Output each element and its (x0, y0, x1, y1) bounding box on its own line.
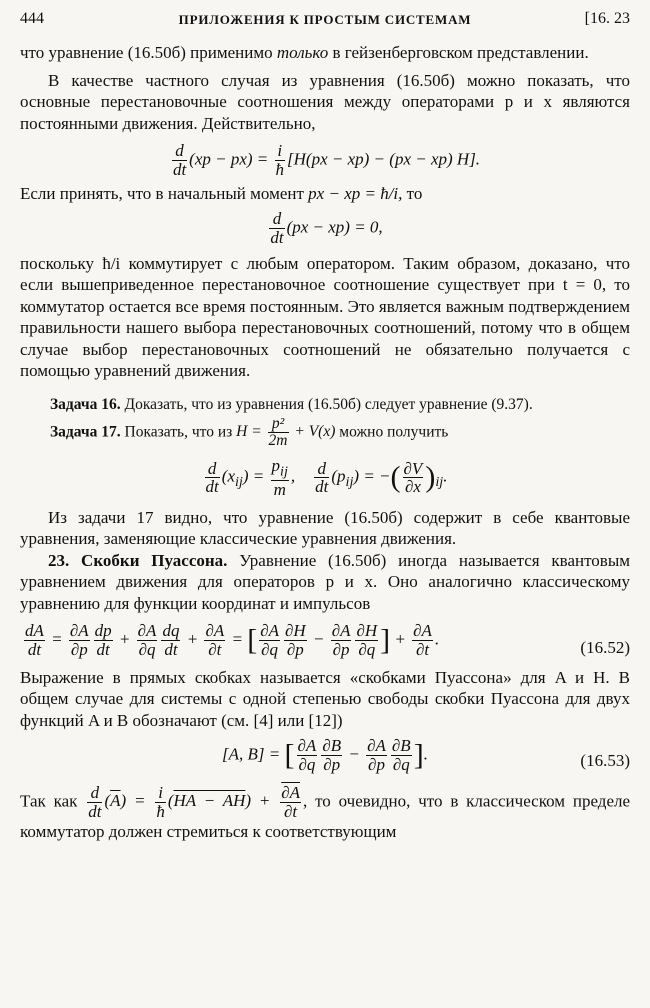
p8-text-a: Так как (20, 791, 86, 811)
page-number: 444 (20, 10, 44, 27)
p8-text-b: , то очевидно, что в классическом пределе коммутатор должен стремиться к соответствующим (20, 791, 631, 841)
task-16 (20, 394, 630, 416)
task-16-label: Задача 16. (50, 395, 121, 413)
paragraph-6 (20, 550, 630, 615)
p1-text-a: что уравнение (16.50б) применимо (20, 43, 277, 62)
task-17: Задача 17. Показать, что из H = $\frac{\text{p²}}{2m}$ + V(x) можно получить (50, 414, 449, 450)
paragraph-1 (20, 42, 630, 64)
p3-math: px − xp = ħ/i, (308, 183, 403, 203)
paragraph-8: Так как $\frac{d}{dt}$ $(\overline{A})$ = $\frac{i}{ħ}$ (HA − AH) + $\frac{\partial A}{\partial t}$ , то очевидно, что в классическом пределе коммутатор должен стремиться к соответствующим (20, 782, 631, 841)
p6-text: Уравнение (16.50б) иногда называется квантовым уравнением движения для операторов p и x. Оно аналогично классическому уравнению для функции координат и импульсов (20, 550, 630, 613)
task-17-label: Задача 17. (50, 423, 121, 441)
running-title: ПРИЛОЖЕНИЯ К ПРОСТЫМ СИСТЕМАМ (178, 12, 472, 27)
section-heading: 23. Скобки Пуассона. (48, 550, 228, 570)
paragraph-4: поскольку ħ/i коммутирует с любым оператором. Таким образом, доказано, что если вышеприведенное перестановочное соотношение существует при t = 0, то коммутатор остается все время постоянным. Это является важным подтверждением правильности нашего выбора перестановочных соотношений, потому что в общем случае выбор перестановочных соотношений не обязательно получается с помощью уравнений движения. (20, 253, 630, 381)
p3-text-a: Если принять, что в начальный момент (20, 183, 309, 203)
section-reference: [16. 23 (584, 10, 630, 27)
page-header (20, 6, 630, 36)
equation-number-16-53: (16.53) (580, 751, 630, 771)
equation-task-17: $\frac{d}{dt}$ $(x_{ij})$ = $\frac{p_{ij}}{m}$ , $\frac{d}{dt}$ $(p_{ij})$ = −( $\frac{\partial V}{\partial x}$ )$_{ij}$. (205, 456, 448, 499)
paragraph-2: В качестве частного случая из уравнения (16.50б) можно показать, что основные перестановочные соотношения между операторами p и x являются постоянными движения. Действительно, (20, 70, 630, 133)
equation-zero-derivative: $\frac{d}{dt}$ (px − xp) = 0, (270, 209, 383, 248)
p3-text-c: то (402, 183, 423, 203)
equation-16-52: $\frac{dA}{dt}$ = $\frac{\partial A}{\partial p}$ $\frac{dp}{dt}$ + $\frac{\partial A}{\partial q}$ $\frac{dq}{dt}$ + $\frac{\partial A}{\partial t}$ = [ $\frac{\partial A}{\partial q}$ $\frac{\partial H}{\partial p}$ − $\frac{\partial A}{\partial p}$ $\frac{\partial H}{\partial q}$ ] + $\frac{\partial A}{\partial t}$ . (16.52) (25, 621, 630, 659)
equation-16-53: [A, B] = [ $\frac{\partial A}{\partial q}$ $\frac{\partial B}{\partial p}$ − $\frac{\partial A}{\partial p}$ $\frac{\partial B}{\partial q}$ ]. (16.53) (222, 736, 630, 775)
p1-emphasis: только (276, 43, 329, 62)
equation-commutator-derivative: $\frac{d}{dt}$ (xp − px) = $\frac{i}{ħ}$ [H(px − xp) − (px − xp) H]. (172, 141, 481, 179)
task-17-tail: можно получить (335, 423, 449, 441)
p1-text-c: в гейзенберговском представлении. (328, 43, 589, 62)
paragraph-3 (20, 183, 630, 205)
paragraph-7: Выражение в прямых скобках называется «скобками Пуассона» для A и H. В общем случае для системы с одной степенью свободы скобки Пуассона для двух функций A и B обозначают (см. [4] или [12]) (20, 667, 630, 730)
paragraph-5: Из задачи 17 видно, что уравнение (16.50б) содержит в себе квантовые уравнения, заменяющие классические уравнения движения. (20, 507, 630, 549)
task-17-text: Показать, что из (120, 423, 237, 441)
equation-number-16-52: (16.52) (580, 638, 630, 658)
task-16-text: Доказать, что из уравнения (16.50б) следует уравнение (9.37). (120, 395, 533, 413)
